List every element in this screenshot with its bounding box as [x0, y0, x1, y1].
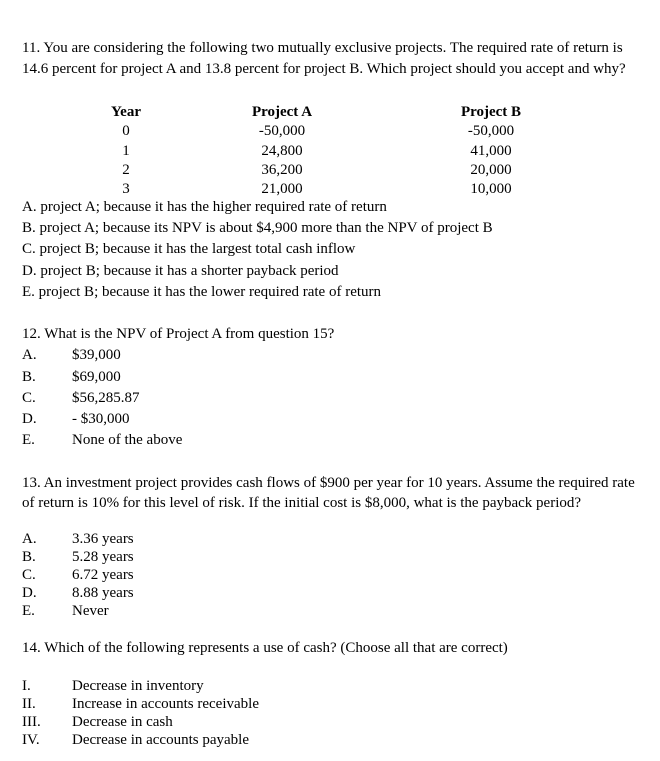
- table-cell-project-a: 24,800: [261, 143, 303, 159]
- q12-option-text: $56,285.87: [72, 390, 140, 406]
- q12-option-text: $39,000: [72, 347, 121, 363]
- q13-option-letter: B.: [22, 549, 36, 565]
- table-cell-project-b: 10,000: [470, 181, 512, 197]
- q13-option-text: 8.88 years: [72, 585, 134, 601]
- table-cell-year: 3: [122, 181, 130, 197]
- q11-option-a: A. project A; because it has the higher required rate of return: [22, 199, 387, 215]
- table-header-project-a: Project A: [251, 104, 313, 120]
- table-cell-year: 1: [122, 143, 130, 159]
- q13-option-letter: C.: [22, 567, 36, 583]
- q11-option-b: B. project A; because its NPV is about $4,900 more than the NPV of project B: [22, 220, 493, 236]
- q13-option-letter: A.: [22, 531, 37, 547]
- q12-prompt: 12. What is the NPV of Project A from question 15?: [22, 326, 335, 342]
- q12-option-text: - $30,000: [72, 411, 130, 427]
- q14-option-numeral: III.: [22, 714, 41, 730]
- q12-option-text: None of the above: [72, 432, 183, 448]
- table-cell-year: 2: [122, 162, 130, 178]
- q14-option-numeral: I.: [22, 678, 31, 694]
- q13-option-text: 3.36 years: [72, 531, 134, 547]
- q12-option-letter: B.: [22, 369, 36, 385]
- table-cell-project-a: -50,000: [258, 123, 306, 139]
- q11-option-e: E. project B; because it has the lower required rate of return: [22, 284, 382, 300]
- q13-option-text: 5.28 years: [72, 549, 134, 565]
- q12-option-text: $69,000: [72, 369, 121, 385]
- q13-option-letter: E.: [22, 603, 35, 619]
- q14-option-text: Decrease in accounts payable: [72, 732, 249, 748]
- q14-option-text: Decrease in cash: [72, 714, 173, 730]
- table-cell-project-a: 36,200: [261, 162, 303, 178]
- q14-option-numeral: IV.: [22, 732, 40, 748]
- q12-option-letter: E.: [22, 432, 35, 448]
- q11-option-d: D. project B; because it has a shorter payback period: [22, 263, 339, 279]
- q12-option-letter: D.: [22, 411, 37, 427]
- q14-option-numeral: II.: [22, 696, 36, 712]
- table-cell-project-a: 21,000: [261, 181, 303, 197]
- q13-option-text: Never: [72, 603, 109, 619]
- table-header-year: Year: [111, 104, 141, 120]
- q11-prompt: 11. You are considering the following two mutually exclusive projects. The required rate of return is 14.6 percent for project A and 13.8 percent for project B. Which project should you accept and why?: [22, 40, 626, 77]
- table-header-project-b: Project B: [460, 104, 522, 120]
- q14-option-text: Increase in accounts receivable: [72, 696, 259, 712]
- q11-option-c: C. project B; because it has the largest total cash inflow: [22, 241, 356, 257]
- table-cell-project-b: -50,000: [467, 123, 515, 139]
- table-cell-project-b: 20,000: [470, 162, 512, 178]
- q13-prompt: 13. An investment project provides cash flows of $900 per year for 10 years. Assume the required rate of return is 10% for this level of risk. If the initial cost is $8,000, what is the payback period?: [22, 475, 635, 511]
- q12-option-letter: A.: [22, 347, 37, 363]
- table-cell-year: 0: [122, 123, 130, 139]
- q13-option-letter: D.: [22, 585, 37, 601]
- q13-option-text: 6.72 years: [72, 567, 134, 583]
- q14-option-text: Decrease in inventory: [72, 678, 204, 694]
- q12-option-letter: C.: [22, 390, 36, 406]
- table-cell-project-b: 41,000: [470, 143, 512, 159]
- q14-prompt: 14. Which of the following represents a use of cash? (Choose all that are correct): [22, 640, 508, 656]
